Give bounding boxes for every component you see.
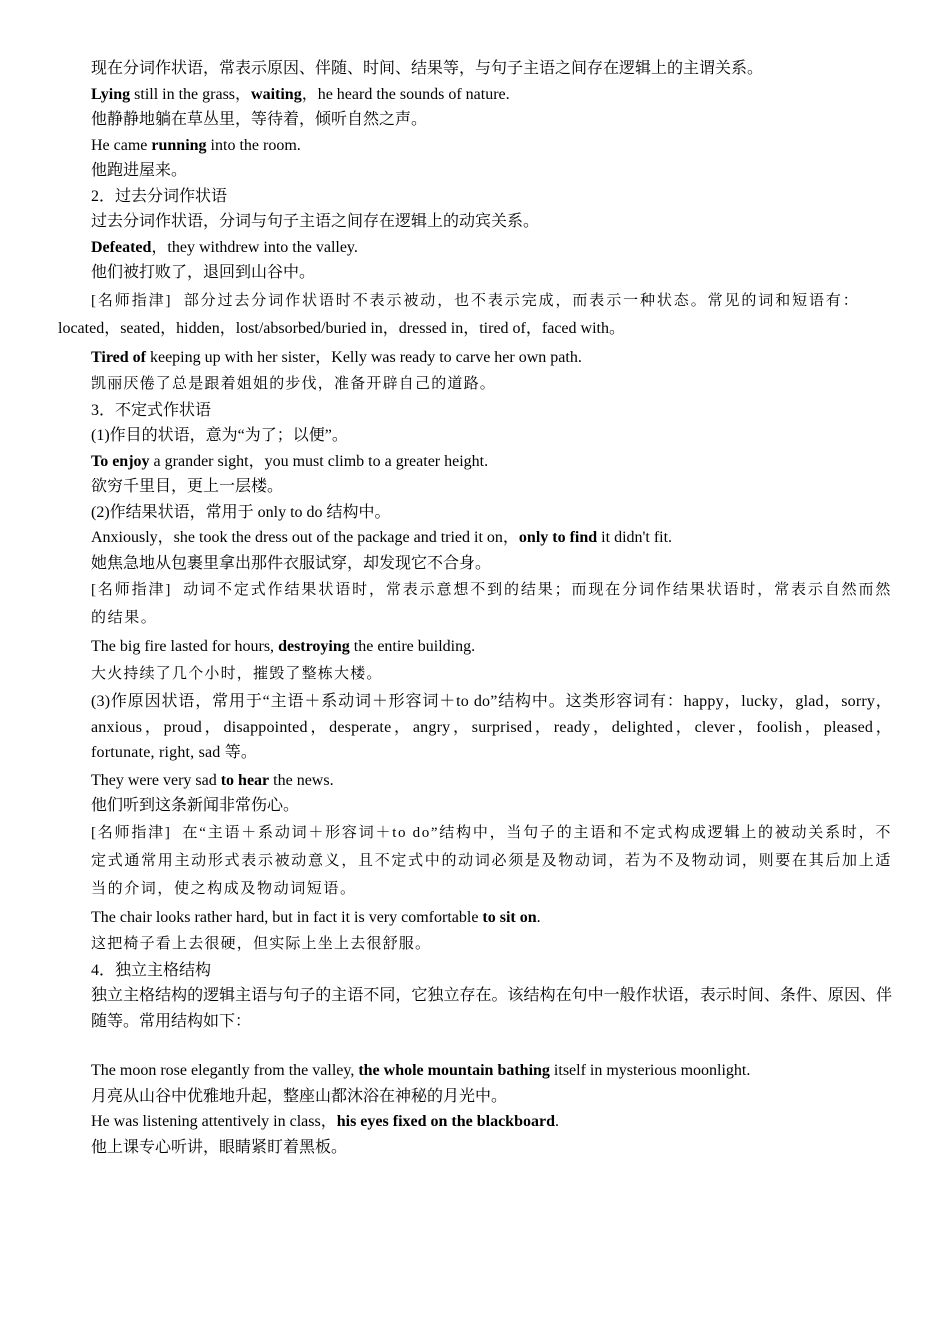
s2-example-2: Tired of keeping up with her sister，Kelly was ready to carve her own path. — [91, 348, 582, 366]
s1-example-1-translation: 他静静地躺在草丛里，等待着，倾听自然之声。 — [91, 111, 428, 128]
s2-example-1-translation: 他们被打败了，退回到山谷中。 — [91, 264, 316, 281]
s2-example-2-translation: 凯丽厌倦了总是跟着姐姐的步伐，准备开辟自己的道路。 — [91, 376, 497, 392]
s3-tip-1: [名师指津] 动词不定式作结果状语时，常表示意想不到的结果；而现在分词作结果状语时，常表示自然而然的结果。 — [91, 582, 892, 626]
s3-heading: 3．不定式作状语 — [91, 401, 212, 419]
blank-line — [58, 1034, 892, 1058]
s3-example-2: Anxiously，she took the dress out of the package and tried it on，only to find it didn't fit. — [91, 529, 673, 546]
s4-example-1-translation: 月亮从山谷中优雅地升起，整座山都沐浴在神秘的月光中。 — [91, 1087, 508, 1105]
s2-intro: 过去分词作状语，分词与句子主语之间存在逻辑上的动宾关系。 — [91, 213, 540, 230]
s3-example-3: The big fire lasted for hours, destroying the entire building. — [91, 638, 476, 655]
s2-heading: 2．过去分词作状语 — [91, 187, 228, 205]
s1-example-1: Lying still in the grass，waiting，he heard the sounds of nature. — [91, 85, 510, 103]
s4-example-2-translation: 他上课专心听讲，眼睛紧盯着黑板。 — [91, 1138, 348, 1156]
s4-example-2: He was listening attentively in class，his eyes fixed on the blackboard. — [91, 1113, 559, 1130]
s3-example-1-translation: 欲穷千里目，更上一层楼。 — [91, 478, 284, 495]
s1-example-2: He came running into the room. — [91, 136, 301, 154]
s3-example-4: They were very sad to hear the news. — [91, 771, 334, 789]
s4-intro: 独立主格结构的逻辑主语与句子的主语不同，它独立存在。该结构在句中一般作状语，表示时间、条件、原因、伴随等。常用结构如下： — [91, 987, 892, 1030]
s3-example-5-translation: 这把椅子看上去很硬，但实际上坐上去很舒服。 — [91, 936, 432, 952]
s4-heading: 4．独立主格结构 — [91, 961, 212, 979]
s3-point-1: (1)作目的状语，意为“为了；以便”。 — [91, 427, 348, 444]
tip-label: [名师指津] — [91, 824, 172, 841]
s3-example-2-translation: 她焦急地从包裹里拿出那件衣服试穿，却发现它不合身。 — [91, 554, 492, 572]
s3-point-3: (3)作原因状语，常用于“主语＋系动词＋形容词＋to do”结构中。这类形容词有：happy，lucky，glad，sorry，anxious，proud，disappointed，desperate，angry，surprised，ready，delighted，clever，foolish，pleased，fortunate, right, sad 等。 — [91, 693, 892, 761]
s3-example-1: To enjoy a grander sight，you must climb to a greater height. — [91, 452, 489, 470]
s4-example-1: The moon rose elegantly from the valley, the whole mountain bathing itself in mysterious moonlight. — [91, 1062, 751, 1079]
s3-example-3-translation: 大火持续了几个小时，摧毁了整栋大楼。 — [91, 665, 383, 682]
s2-example-1: Defeated，they withdrew into the valley. — [91, 238, 358, 256]
s3-point-2: (2)作结果状语，常用于 only to do 结构中。 — [91, 503, 391, 521]
s2-tip: [名师指津] 部分过去分词作状语时不表示被动，也不表示完成，而表示一种状态。常见的词和短语有： — [91, 292, 860, 309]
s3-tip-2: [名师指津] 在“主语＋系动词＋形容词＋to do”结构中，当句子的主语和不定式构成逻辑上的被动关系时，不定式通常用主动形式表示被动意义，且不定式中的动词必须是及物动词，若为不及物动词，则要在其后加上适当的介词，使之构成及物动词短语。 — [91, 824, 893, 897]
s3-example-4-translation: 他们听到这条新闻非常伤心。 — [91, 797, 300, 814]
s1-intro: 现在分词作状语，常表示原因、伴随、时间、结果等，与句子主语之间存在逻辑上的主谓关系。 — [91, 60, 764, 77]
s1-example-2-translation: 他跑进屋来。 — [91, 162, 188, 179]
s2-tip-words: located，seated，hidden，lost/absorbed/buried in，dressed in，tired of，faced with。 — [58, 320, 625, 337]
s3-example-5: The chair looks rather hard, but in fact it is very comfortable to sit on. — [91, 908, 541, 926]
tip-label: [名师指津] — [91, 582, 172, 598]
document-page — [58, 56, 892, 1160]
tip-label: [名师指津] — [91, 292, 173, 309]
